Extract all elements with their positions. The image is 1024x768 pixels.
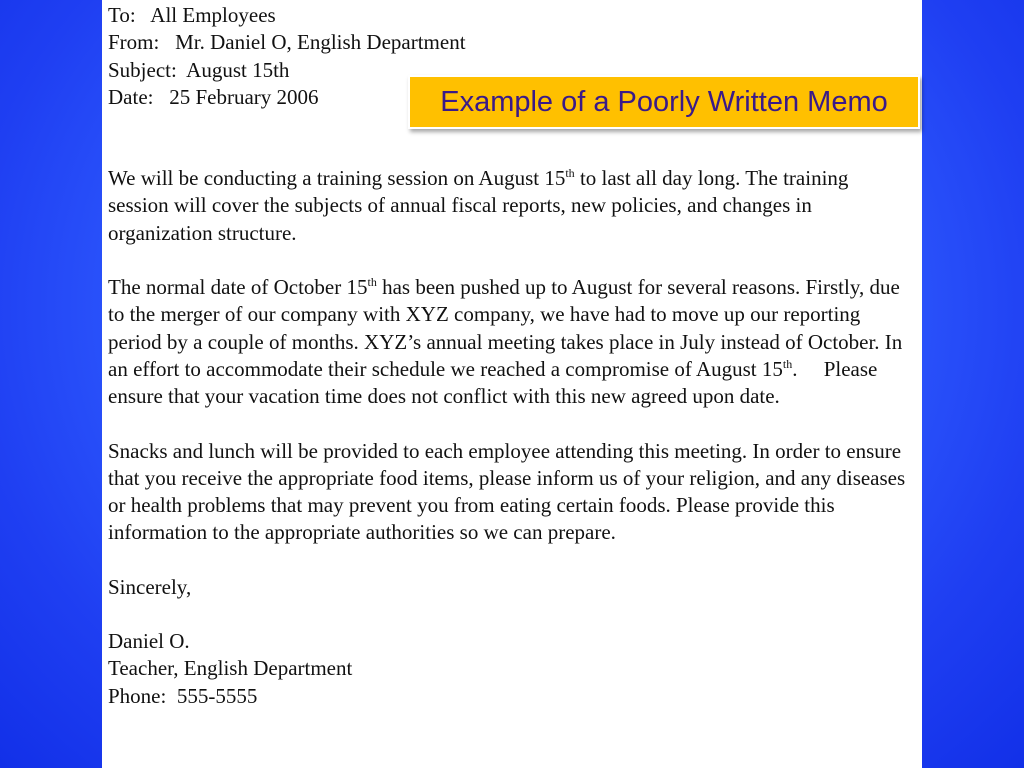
callout-label: Example of a Poorly Written Memo [440, 85, 888, 118]
memo-paragraph-3: Snacks and lunch will be provided to each employee attending this meeting. In order to ensure that you receive the appropriate food items, please inform us of your religion, and any diseases or health problems that may prevent you from eating certain foods. Please provide this information to the appropriate authorities so we can prepare. [108, 438, 906, 545]
paragraph-2-text-b: has been pushed up to August for several reasons. Firstly, due to the merger of our company with XYZ company, we have had to move up our reporting period by a couple of months. XYZ’s annual meeting takes place in July instead of October. In an effort to accommodate their schedule we reached a compromise of August 15 [108, 275, 903, 381]
paragraph-gap [108, 247, 922, 274]
closing-gap [108, 601, 922, 628]
memo-paragraph-2 [108, 274, 908, 410]
signature-phone: Phone: 555-5555 [108, 683, 258, 708]
paragraph-gap [108, 411, 922, 438]
paragraph-gap [108, 547, 922, 574]
memo-date-line: Date: 25 February 2006 [108, 84, 319, 109]
memo-to-line: To: All Employees [108, 3, 276, 27]
memo-paragraph-1 [108, 165, 908, 247]
memo-closing: Sincerely, [108, 574, 192, 599]
paragraph-2-superscript-b: th [782, 356, 793, 371]
paragraph-1-text-b: to last all day long. The training session will cover the subjects of annual fiscal reports, new policies, and changes in organization structure. [108, 166, 849, 245]
memo-from-line: From: Mr. Daniel O, English Department [108, 30, 466, 55]
paragraph-2-text-a: The normal date of October 15 [108, 275, 368, 300]
signature-name: Daniel O. [108, 629, 190, 654]
memo-example-callout [408, 75, 920, 129]
signature-title: Teacher, English Department [108, 656, 353, 681]
paragraph-2-superscript-a: th [367, 275, 377, 290]
memo-subject-line: Subject: August 15th [108, 57, 290, 82]
paragraph-2-text-c: . Please ensure that your vacation time does not conflict with this new agreed upon date. [108, 356, 883, 409]
paragraph-1-superscript: th [565, 166, 575, 181]
paragraph-1-text-a: We will be conducting a training session on August 15 [108, 166, 566, 191]
